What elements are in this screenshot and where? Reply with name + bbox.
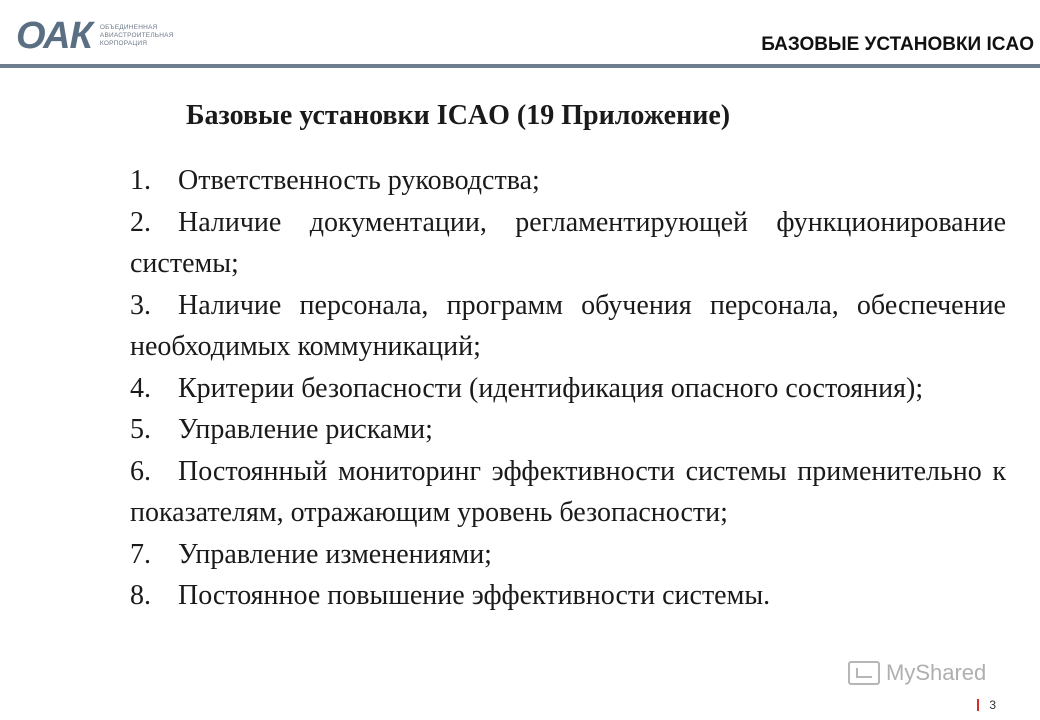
section-title: БАЗОВЫЕ УСТАНОВКИ ICAO (761, 34, 1034, 55)
page-footer (977, 698, 996, 712)
item-text: Наличие документации, регламентирующей функционирование системы; (130, 206, 1006, 279)
item-text: Ответственность руководства; (178, 165, 540, 196)
logo (16, 16, 174, 56)
item-number: 2. (130, 206, 151, 238)
item-text: Критерии безопасности (идентификация опасного состояния); (178, 372, 924, 404)
item-text: Постоянный мониторинг эффективности системы применительно к показателям, отражающим уровень безопасности; (130, 455, 1006, 528)
item-number: 4. (130, 372, 151, 404)
list-item (130, 575, 1006, 617)
logo-caption-line: КОРПОРАЦИЯ (99, 40, 148, 47)
list-item (130, 160, 1006, 202)
page-marker (977, 699, 979, 711)
item-number: 1. (130, 165, 151, 196)
item-number: 3. (130, 289, 151, 321)
logo-caption-line: ОБЪЕДИНЕННАЯ (99, 24, 158, 31)
watermark (848, 660, 986, 686)
page-number: 3 (989, 698, 996, 712)
slide-title: Базовые установки ICAO (19 Приложение) (186, 100, 731, 131)
item-text: Наличие персонала, программ обучения персонала, обеспечение необходимых коммуникаций; (130, 289, 1006, 362)
list-item (130, 451, 1006, 534)
item-number: 6. (130, 455, 151, 487)
item-text: Управление рисками; (178, 414, 433, 445)
presentation-icon (848, 661, 880, 685)
list-item (130, 534, 1006, 576)
logo-caption-line: АВИАСТРОИТЕЛЬНАЯ (99, 32, 174, 39)
list-item (130, 202, 1006, 285)
principles-list (130, 160, 1006, 617)
list-item (130, 285, 1006, 368)
item-text: Управление изменениями; (178, 538, 492, 570)
item-number: 5. (130, 414, 151, 445)
list-item (130, 368, 1006, 410)
watermark-text: MyShared (886, 660, 987, 685)
logo-caption (100, 24, 174, 48)
list-item (130, 409, 1006, 451)
header-divider (0, 64, 1040, 68)
item-number: 8. (130, 580, 151, 611)
item-text: Постоянное повышение эффективности системы. (178, 580, 771, 611)
logo-mark: ОАК (16, 15, 92, 57)
item-number: 7. (130, 538, 151, 570)
